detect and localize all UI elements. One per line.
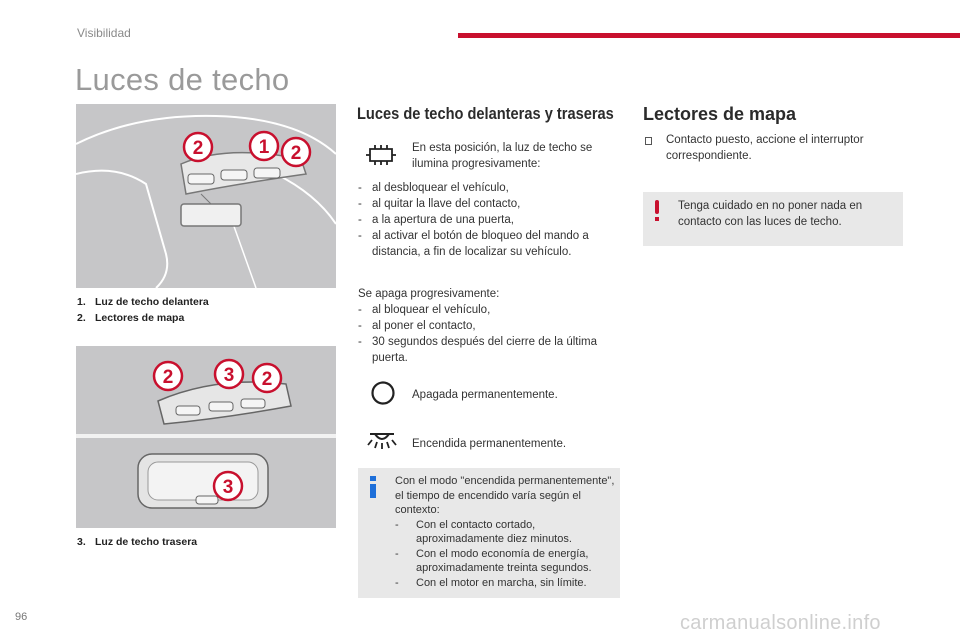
callout-3-fig2 [215,360,243,388]
svg-text:2: 2 [261,369,273,390]
lamp-off-icon [370,380,396,411]
heading-front-rear: Luces de techo delanteras y traseras [357,104,614,123]
page-number: 96 [15,611,28,623]
figure-rear-lights [76,346,336,528]
svg-text:1: 1 [258,137,270,158]
off-permanent-text: Apagada permanentemente. [412,389,558,401]
list-item: - al poner el contacto, [358,318,608,334]
callout-3-fig3 [214,472,242,500]
warning-text: Tenga cuidado en no poner nada en contacto con las luces de techo. [678,200,863,228]
off-list [358,302,608,366]
info-icon [370,476,376,498]
watermark: carmanualsonline.info [680,612,881,634]
callout-1 [250,132,278,160]
bullet-icon [645,137,652,145]
callout-2-right-fig2 [253,364,281,392]
section-label: Visibilidad [77,26,131,40]
list-item: - al quitar la llave del contacto, [358,196,620,212]
list-item: - Con el contacto cortado, aproximadamente diez minutos. [395,518,615,547]
heading-map-readers: Lectores de mapa [643,104,797,124]
callout-2-left [184,133,212,161]
caption-item-1: 1. Luz de techo delantera [77,296,209,308]
info-list [395,518,615,591]
list-item: - a la apertura de una puerta, [358,212,620,228]
list-item: - 30 segundos después del cierre de la última puerta. [358,334,608,366]
svg-text:2: 2 [290,143,302,164]
info-box [358,468,620,598]
info-intro: Con el modo "encendida permanentemente", el tiempo de encendido varía según el contexto: [395,475,615,516]
page-title: Luces de techo [75,62,290,97]
off-intro: Se apaga progresivamente: [358,288,500,300]
figure-front-lights [76,104,336,288]
on-list [358,180,620,260]
figure3-caption: 3. Luz de techo trasera [77,536,198,548]
svg-text:2: 2 [162,367,174,388]
on-permanent-text: Encendida permanentemente. [412,438,567,450]
svg-text:3: 3 [222,477,234,498]
caption-item-2: 2. Lectores de mapa [77,312,185,324]
list-item: - al bloquear el vehículo, [358,302,608,318]
list-item: - al desbloquear el vehículo, [358,180,620,196]
list-item: - Con el motor en marcha, sin límite. [395,576,615,591]
warning-icon [655,200,660,221]
lamp-progressive-icon [364,144,398,171]
figure1-caption [77,294,209,326]
callout-2-right [282,138,310,166]
callout-2-left-fig2 [154,362,182,390]
progressive-text: En esta posición, la luz de techo se ilumina progresivamente: [412,142,593,170]
map-instruction: Contacto puesto, accione el interruptor correspondiente. [666,134,864,162]
header-accent-bar [458,33,960,38]
svg-text:3: 3 [223,365,235,386]
warning-box [643,192,903,246]
list-item: - Con el modo economía de energía, aproximadamente treinta segundos. [395,547,615,576]
lamp-on-icon [366,428,398,455]
svg-text:2: 2 [192,138,204,159]
list-item: - al activar el botón de bloqueo del mando a distancia, a fin de localizar su vehículo. [358,228,620,260]
